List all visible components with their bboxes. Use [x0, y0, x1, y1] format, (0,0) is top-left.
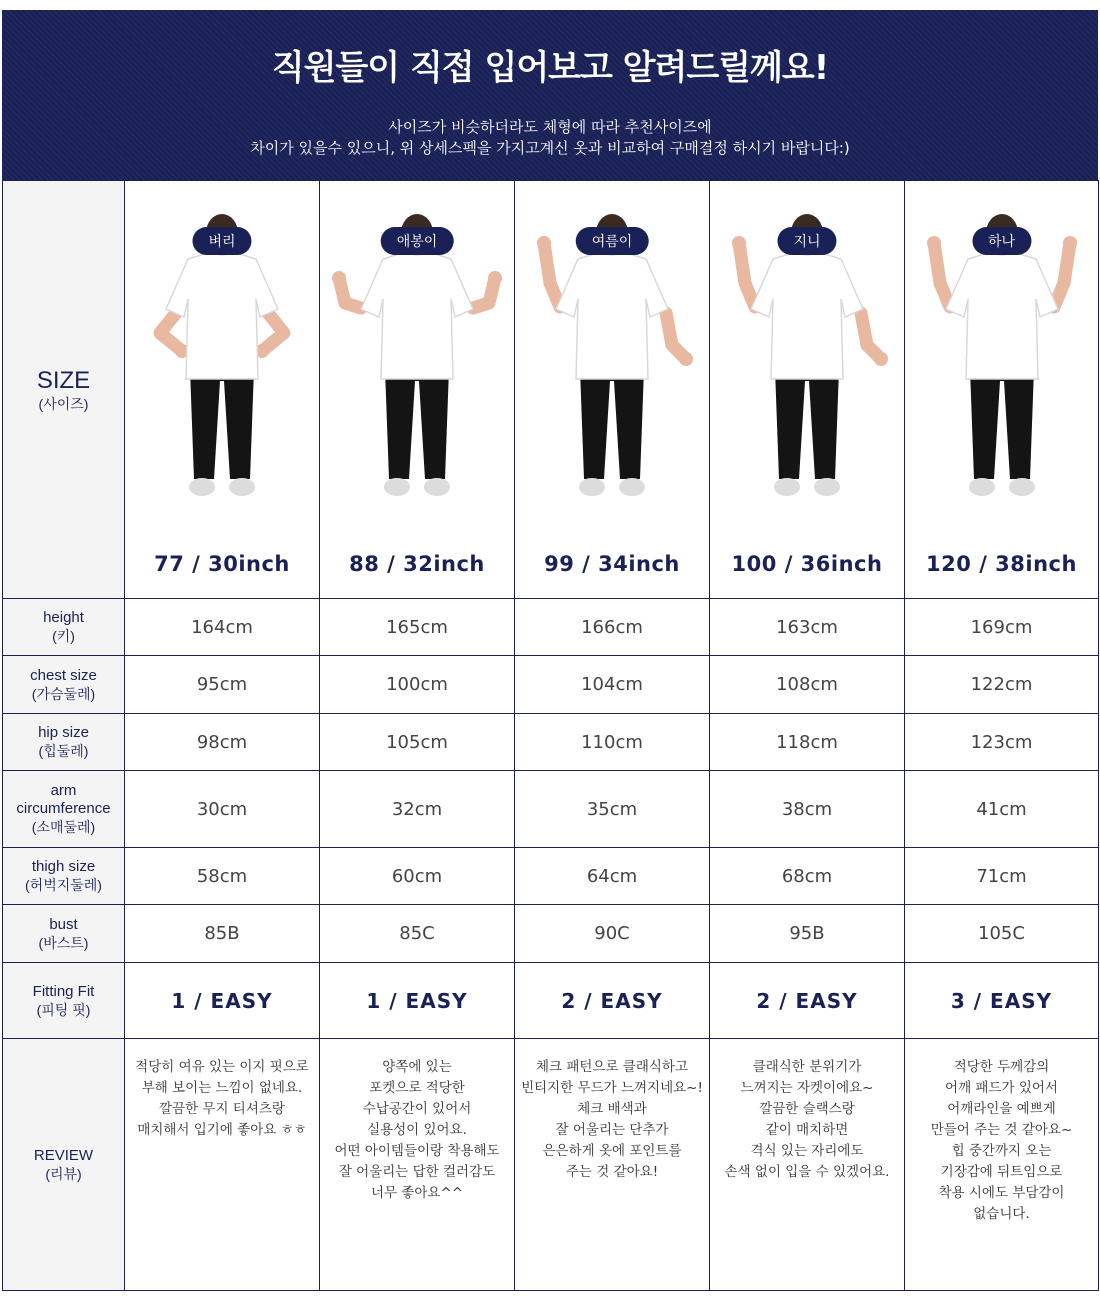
model-name-badge: 벼리 — [192, 227, 251, 255]
shoe-right — [1009, 478, 1035, 496]
review-text — [515, 1039, 710, 1291]
review-line: 기장감에 뒤트임으로 — [940, 1164, 1063, 1180]
t-shirt — [751, 251, 863, 379]
label-ko: (허벅지둘레) — [25, 877, 102, 893]
hip-value: 105cm — [320, 714, 515, 771]
arm-value: 30cm — [125, 771, 320, 848]
label-ko: (사이즈) — [38, 395, 89, 412]
fit-value: 3 / EASY — [905, 963, 1099, 1039]
model-name-badge: 하나 — [972, 227, 1031, 255]
row-label-bust — [3, 905, 125, 963]
arm-r — [861, 313, 881, 359]
model-photo — [912, 211, 1092, 515]
pants — [580, 369, 644, 479]
review-line: 만들어 주는 것 같아요~ — [930, 1122, 1073, 1138]
row-label-review — [3, 1039, 125, 1291]
model-photo — [327, 211, 507, 515]
review-row — [3, 1039, 1099, 1291]
t-shirt — [556, 251, 668, 379]
review-text — [320, 1039, 515, 1291]
label-en: hip size — [38, 724, 89, 741]
bust-value: 105C — [905, 905, 1099, 963]
shoe-right — [229, 478, 255, 496]
review-text — [905, 1039, 1099, 1291]
height-row — [3, 599, 1099, 656]
label-en: bust — [49, 915, 78, 933]
height-value: 169cm — [905, 599, 1099, 656]
subtitle-line-1: 사이즈가 비슷하더라도 체형에 따라 추천사이즈에 — [388, 118, 712, 136]
header-banner — [2, 10, 1098, 180]
row-label-height — [3, 599, 125, 656]
review-line: 수납공간이 있어서 — [362, 1101, 472, 1117]
thigh-value: 64cm — [515, 848, 710, 905]
model-cell — [515, 181, 710, 599]
height-value: 164cm — [125, 599, 320, 656]
review-line: 부해 보이는 느낌이 없네요. — [141, 1080, 303, 1096]
arm-value: 38cm — [710, 771, 905, 848]
hand-l — [537, 236, 551, 250]
hip-value: 110cm — [515, 714, 710, 771]
model-size: 100 / 36inch — [731, 552, 883, 576]
label-ko: (힙둘레) — [38, 743, 89, 759]
arm-l — [739, 243, 755, 307]
shoe-right — [619, 478, 645, 496]
row-label-fit — [3, 963, 125, 1039]
chest-value: 122cm — [905, 656, 1099, 714]
chest-value: 95cm — [125, 656, 320, 714]
row-label-hip — [3, 714, 125, 771]
model-size: 88 / 32inch — [349, 552, 485, 576]
row-label-chest — [3, 656, 125, 714]
t-shirt — [946, 251, 1058, 379]
hand-l — [332, 271, 346, 285]
arm-value: 32cm — [320, 771, 515, 848]
shoe-left — [579, 478, 605, 496]
chest-value: 108cm — [710, 656, 905, 714]
label-ko: (피팅 핏) — [36, 1001, 91, 1018]
review-line: 체크 패턴으로 클래식하고 — [535, 1059, 689, 1075]
shoe-left — [384, 478, 410, 496]
arm-l — [934, 243, 950, 307]
label-en: height — [43, 609, 84, 626]
page-title: 직원들이 직접 입어보고 알려드릴께요! — [271, 48, 829, 88]
bust-value: 90C — [515, 905, 710, 963]
arm-value: 35cm — [515, 771, 710, 848]
review-line: 착용 시에도 부담감이 — [938, 1185, 1065, 1201]
review-line: 은은하게 옷에 포인트를 — [542, 1143, 682, 1159]
model-cell — [320, 181, 515, 599]
hip-value: 98cm — [125, 714, 320, 771]
label-en: chest size — [30, 666, 97, 684]
fit-value: 1 / EASY — [320, 963, 515, 1039]
label-ko: (가슴둘레) — [31, 685, 96, 702]
hand-r — [1063, 236, 1077, 250]
label-ko: (키) — [52, 628, 75, 644]
pants — [970, 369, 1034, 479]
review-line: 적당히 여유 있는 이지 핏으로 — [135, 1059, 309, 1075]
chest-value: 104cm — [515, 656, 710, 714]
review-text — [710, 1039, 905, 1291]
pants — [190, 369, 254, 479]
model-figure — [912, 211, 1092, 511]
size-guide — [2, 10, 1098, 1291]
header-subtitle — [2, 117, 1098, 159]
thigh-row — [3, 848, 1099, 905]
model-photo — [717, 211, 897, 515]
shoe-left — [969, 478, 995, 496]
t-shirt — [166, 251, 278, 379]
chest-value: 100cm — [320, 656, 515, 714]
review-line: 느껴지는 자켓이에요~ — [740, 1080, 874, 1096]
height-value: 166cm — [515, 599, 710, 656]
fit-value: 1 / EASY — [125, 963, 320, 1039]
label-en: arm — [50, 782, 77, 799]
label-ko: (바스트) — [38, 934, 89, 951]
hip-row — [3, 714, 1099, 771]
model-figure — [327, 211, 507, 511]
review-line: 같이 매치하면 — [765, 1122, 849, 1138]
review-line: 체크 배색과 — [577, 1101, 647, 1117]
thigh-value: 71cm — [905, 848, 1099, 905]
model-name-badge: 지니 — [777, 227, 836, 255]
thigh-value: 58cm — [125, 848, 320, 905]
height-value: 163cm — [710, 599, 905, 656]
shoe-left — [189, 478, 215, 496]
size-row — [3, 181, 1099, 599]
label-en: Fitting Fit — [32, 982, 95, 1000]
model-name-badge: 애봉이 — [381, 227, 454, 255]
shoe-left — [774, 478, 800, 496]
review-line: 어깨 패드가 있어서 — [945, 1080, 1058, 1096]
arm-r — [1054, 243, 1070, 307]
label-en-2: circumference — [16, 800, 111, 817]
review-line: 어떤 아이템들이랑 착용해도 — [334, 1143, 500, 1159]
hand-r — [874, 352, 888, 366]
model-cell — [710, 181, 905, 599]
review-line: 손색 없이 입을 수 있겠어요. — [724, 1164, 890, 1180]
label-ko: (소매둘레) — [31, 819, 96, 835]
arm-l — [544, 243, 560, 307]
label-en: thigh size — [31, 858, 96, 875]
review-line: 적당한 두께감의 — [953, 1059, 1050, 1075]
model-figure — [522, 211, 702, 511]
arm-value: 41cm — [905, 771, 1099, 848]
thigh-value: 68cm — [710, 848, 905, 905]
row-label-thigh — [3, 848, 125, 905]
model-cell — [125, 181, 320, 599]
bust-value: 95B — [710, 905, 905, 963]
shoe-right — [814, 478, 840, 496]
review-line: 양쪽에 있는 — [382, 1059, 452, 1075]
fit-row — [3, 963, 1099, 1039]
pants — [775, 369, 839, 479]
review-line: 빈티지한 무드가 느껴지네요~! — [521, 1080, 703, 1096]
arm-row — [3, 771, 1099, 848]
label-ko: (리뷰) — [45, 1165, 82, 1182]
review-line: 잘 어울리는 답한 컬러감도 — [338, 1164, 496, 1180]
review-line: 잘 어울리는 단추가 — [555, 1122, 669, 1138]
row-label-arm — [3, 771, 125, 848]
model-size: 99 / 34inch — [544, 552, 680, 576]
hip-value: 118cm — [710, 714, 905, 771]
review-line: 포켓으로 적당한 — [369, 1080, 465, 1096]
review-line: 격식 있는 자리에도 — [750, 1143, 864, 1159]
model-photo — [132, 211, 312, 515]
hand-l — [732, 236, 746, 250]
model-size: 77 / 30inch — [154, 552, 290, 576]
review-line: 클래식한 분위기가 — [752, 1059, 862, 1075]
review-line: 깔끔한 무지 티셔츠랑 — [159, 1101, 285, 1117]
review-text — [125, 1039, 320, 1291]
model-figure — [717, 211, 897, 511]
review-line: 매치해서 입기에 좋아요 ㅎㅎ — [137, 1122, 307, 1138]
model-name-badge: 여름이 — [576, 227, 649, 255]
review-line: 실용성이 있어요. — [367, 1122, 467, 1138]
review-line: 없습니다. — [973, 1206, 1030, 1222]
hip-value: 123cm — [905, 714, 1099, 771]
shoe-right — [424, 478, 450, 496]
arm-r — [666, 313, 686, 359]
review-line: 힙 중간까지 오는 — [951, 1143, 1052, 1159]
label-en: SIZE — [36, 366, 91, 394]
model-figure — [132, 211, 312, 511]
size-table — [2, 180, 1099, 1291]
hand-r — [488, 271, 502, 285]
bust-row — [3, 905, 1099, 963]
fit-value: 2 / EASY — [515, 963, 710, 1039]
review-line: 주는 것 같아요! — [565, 1164, 659, 1180]
model-size: 120 / 38inch — [926, 552, 1077, 576]
review-line: 어깨라인을 예쁘게 — [947, 1101, 1056, 1117]
hand-l — [927, 236, 941, 250]
pants — [385, 369, 449, 479]
bust-value: 85C — [320, 905, 515, 963]
chest-row — [3, 656, 1099, 714]
review-line: 너무 좋아요^^ — [370, 1185, 464, 1201]
row-label-size — [3, 181, 125, 599]
model-photo — [522, 211, 702, 515]
bust-value: 85B — [125, 905, 320, 963]
review-line: 깔끔한 슬랙스랑 — [759, 1101, 855, 1117]
fit-value: 2 / EASY — [710, 963, 905, 1039]
subtitle-line-2: 차이가 있을수 있으니, 위 상세스펙을 가지고계신 옷과 비교하여 구매결정 하시기 바랍니다:) — [250, 139, 850, 157]
t-shirt — [361, 251, 473, 379]
label-en: REVIEW — [33, 1146, 94, 1164]
model-cell — [905, 181, 1099, 599]
hand-r — [679, 352, 693, 366]
thigh-value: 60cm — [320, 848, 515, 905]
height-value: 165cm — [320, 599, 515, 656]
